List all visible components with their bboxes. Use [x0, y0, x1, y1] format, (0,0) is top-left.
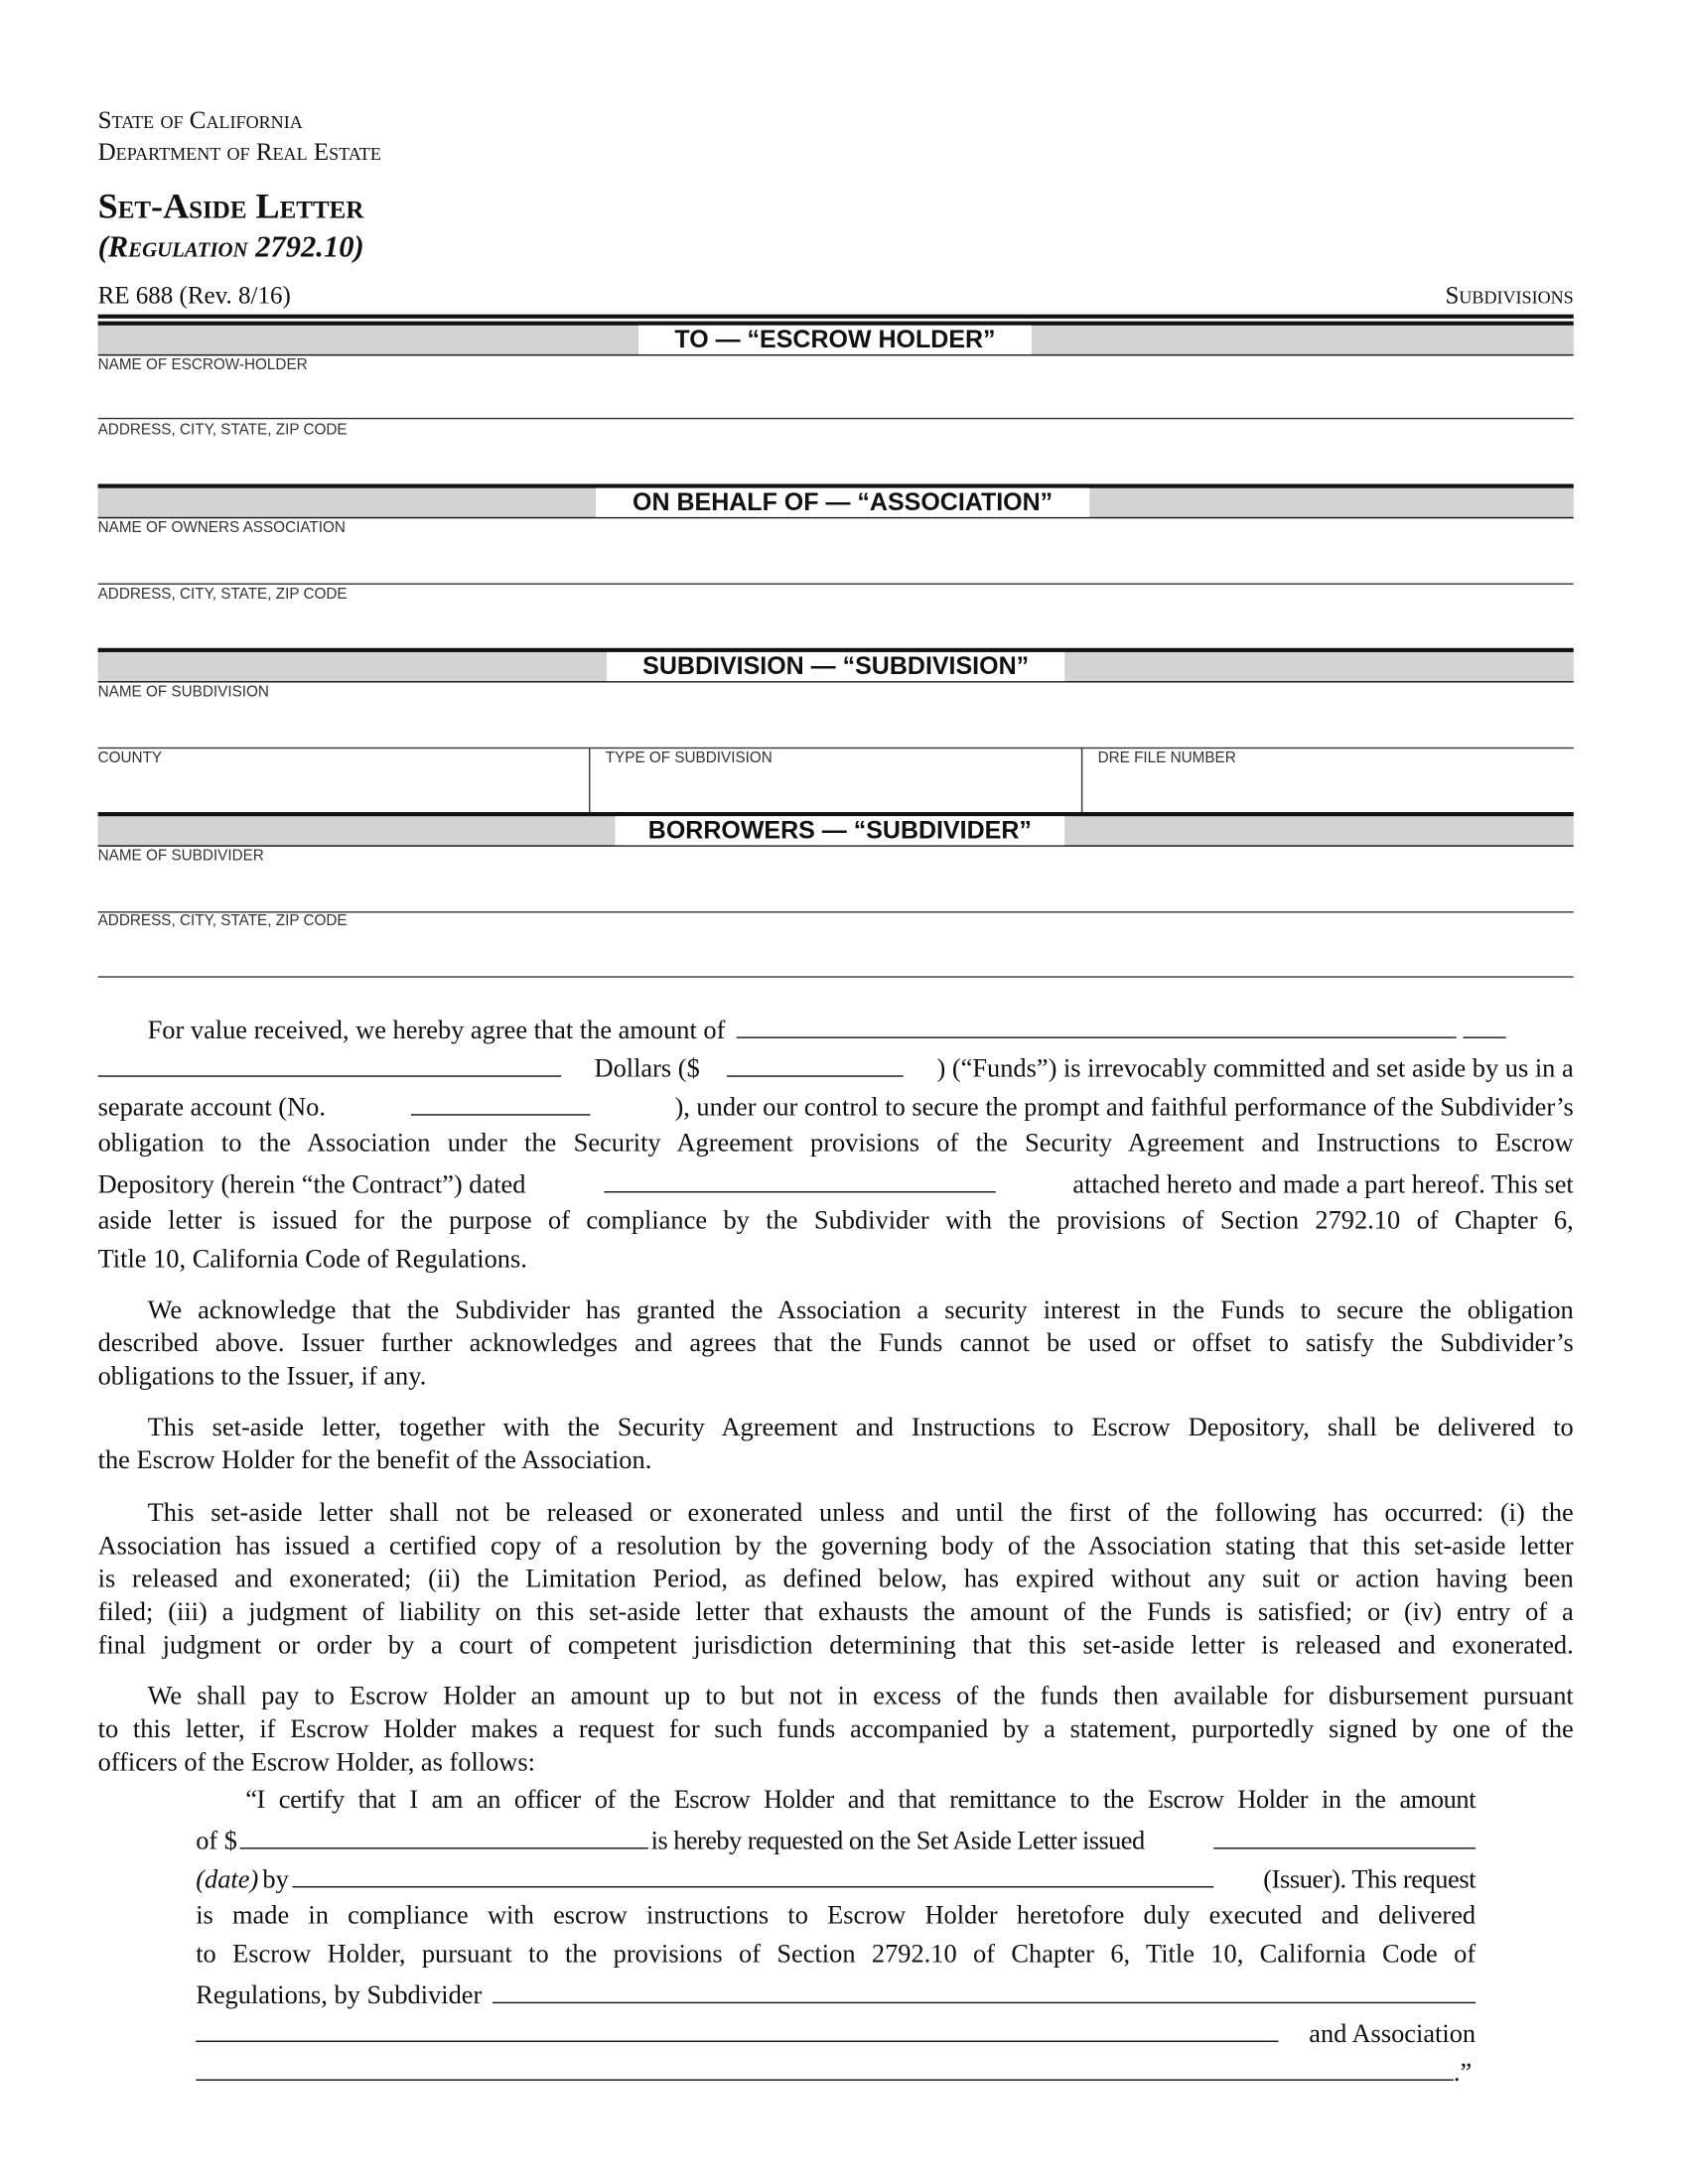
subdivider-signature-field[interactable] — [492, 1975, 1476, 2003]
paragraph-release-conditions — [98, 1497, 1574, 1663]
issuer-field[interactable] — [293, 1858, 1214, 1887]
text: “I certify that I am an officer of the Escrow Holder and that remittance to the Escrow Holder in the amount — [245, 1785, 1477, 1815]
subdivider-address-label: ADDRESS, CITY, STATE, ZIP CODE — [97, 912, 348, 930]
text: Title 10, California Code of Regulations. — [97, 1245, 527, 1275]
divider — [98, 748, 1574, 749]
text: For value received, we hereby agree that the amount of — [147, 1016, 726, 1045]
form-number: RE 688 (Rev. 8/16) — [97, 281, 291, 310]
text: is made in compliance with escrow instructions to Escrow Holder heretofore duly executed and delivered — [196, 1901, 1477, 1931]
divider — [589, 748, 590, 814]
text-line: officers of the Escrow Holder, as follows: — [97, 1748, 535, 1778]
subdivision-name-label: NAME OF SUBDIVISION — [97, 683, 269, 701]
form-title: Set-Aside Letter — [97, 186, 364, 226]
text-line: is released and exonerated; (ii) the Limitation Period, as defined below, has expired without any suit or action having been — [97, 1565, 1574, 1594]
subdivision-name-field[interactable] — [98, 703, 1574, 745]
account-number-field[interactable] — [410, 1086, 590, 1115]
county-label: COUNTY — [97, 750, 163, 767]
regulation-subtitle: (Regulation 2792.10) — [97, 228, 364, 264]
text: ) (“Funds”) is irrevocably committed and set aside by us in a — [936, 1054, 1574, 1084]
text-line: We shall pay to Escrow Holder an amount up to but not in excess of the funds then available for disbursement pursuant — [147, 1682, 1574, 1711]
text: by — [262, 1865, 289, 1895]
subdivider-name-field[interactable] — [98, 868, 1574, 909]
text-line: Association has issued a certified copy of a resolution by the governing body of the Association stating that this set-aside letter — [97, 1532, 1574, 1562]
remittance-amount-field[interactable] — [240, 1820, 648, 1848]
section-bar-escrow-holder — [98, 322, 1574, 356]
association-name-label: NAME OF OWNERS ASSOCIATION — [97, 519, 346, 537]
text: separate account (No. — [97, 1093, 326, 1123]
text-line: filed; (iii) a judgment of liability on this set-aside letter that exhausts the amount of the Funds is satisfied; or (iv) entry of a — [97, 1597, 1574, 1627]
section-title: SUBDIVISION — “SUBDIVISION” — [607, 652, 1064, 681]
form-category: Subdivisions — [1445, 281, 1574, 310]
paragraph-payment — [98, 1681, 1574, 1780]
section-title: BORROWERS — “SUBDIVIDER” — [615, 816, 1064, 845]
paragraph-security-interest — [98, 1295, 1574, 1394]
text: aside letter is issued for the purpose of compliance by the Subdivider with the provisions of Section 2792.10 of Chapter 6, — [97, 1206, 1574, 1236]
text: (date) — [196, 1865, 259, 1895]
state-heading: State of California — [97, 105, 303, 134]
subdivider-address-field[interactable] — [98, 932, 1574, 974]
text: Dollars ($ — [594, 1054, 700, 1084]
text: Regulations, by Subdivider — [196, 1980, 483, 2011]
association-address-field[interactable] — [98, 606, 1574, 644]
text: .” — [1453, 2058, 1473, 2088]
issue-date-field[interactable] — [1213, 1820, 1476, 1848]
subdivision-type-field[interactable] — [595, 769, 1077, 811]
amount-words-field[interactable] — [736, 1010, 1456, 1038]
paragraph-funds-commitment — [98, 1010, 1574, 1280]
text-line: the Escrow Holder for the benefit of the Association. — [97, 1445, 652, 1476]
association-field-line2[interactable] — [196, 2052, 1454, 2081]
divider — [98, 976, 1574, 977]
text-line: obligations to the Issuer, if any. — [97, 1362, 427, 1392]
subdivider-name-label: NAME OF SUBDIVIDER — [97, 848, 264, 865]
escrow-holder-name-label: NAME OF ESCROW-HOLDER — [97, 356, 308, 374]
divider — [98, 418, 1574, 419]
subdivision-type-label: TYPE OF SUBDIVISION — [605, 750, 773, 767]
divider — [98, 584, 1574, 585]
dre-file-number-label: DRE FILE NUMBER — [1097, 750, 1236, 767]
text: obligation to the Association under the Security Agreement provisions of the Security Agreement and Instructions to Escrow — [97, 1129, 1574, 1159]
paragraph-delivery — [98, 1412, 1574, 1478]
text-line: described above. Issuer further acknowledges and agrees that the Funds cannot be used or offset to satisfy the Subdivider’s — [97, 1328, 1574, 1359]
amount-dollars-field[interactable] — [727, 1048, 904, 1077]
section-bar-association — [98, 484, 1574, 519]
text-line: This set-aside letter, together with the Security Agreement and Instructions to Escrow Depository, shall be delivered to — [147, 1413, 1574, 1442]
section-title: ON BEHALF OF — “ASSOCIATION” — [596, 488, 1089, 517]
text: to Escrow Holder, pursuant to the provisions of Section 2792.10 of Chapter 6, Title 10, California Code of — [196, 1940, 1477, 1970]
text: and Association — [1309, 2019, 1477, 2049]
text-line: final judgment or order by a court of competent jurisdiction determining that this set-aside letter is released and exonerated. — [97, 1631, 1574, 1661]
amount-words-field-extra[interactable] — [1463, 1010, 1505, 1038]
dre-file-number-field[interactable] — [1086, 769, 1573, 811]
section-title: TO — “ESCROW HOLDER” — [638, 326, 1032, 354]
escrow-holder-address-label: ADDRESS, CITY, STATE, ZIP CODE — [97, 422, 348, 439]
section-bar-subdivision — [98, 648, 1574, 683]
divider — [98, 315, 1574, 319]
amount-words-field-line2[interactable] — [98, 1048, 562, 1077]
contract-date-field[interactable] — [604, 1163, 995, 1192]
text: of $ — [196, 1827, 237, 1856]
text: (Issuer). This request — [1263, 1865, 1477, 1895]
text: attached hereto and made a part hereof. This set — [1072, 1170, 1574, 1200]
escrow-holder-name-field[interactable] — [98, 375, 1574, 417]
text: ), under our control to secure the prompt and faithful performance of the Subdivider’s — [674, 1093, 1574, 1123]
department-heading: Department of Real Estate — [97, 137, 381, 166]
county-field[interactable] — [98, 769, 584, 811]
divider — [1081, 748, 1082, 814]
escrow-holder-address-field[interactable] — [98, 441, 1574, 479]
association-address-label: ADDRESS, CITY, STATE, ZIP CODE — [97, 586, 348, 603]
association-name-field[interactable] — [98, 539, 1574, 581]
text-line: This set-aside letter shall not be released or exonerated unless and until the first of the following has occurred: (i) the — [147, 1498, 1574, 1528]
text-line: to this letter, if Escrow Holder makes a request for such funds accompanied by a statement, purportedly signed by one of the — [97, 1714, 1574, 1744]
section-bar-subdivider — [98, 812, 1574, 847]
text: Depository (herein “the Contract”) dated — [97, 1170, 526, 1200]
text-line: We acknowledge that the Subdivider has granted the Association a security interest in the Funds to secure the obligation — [147, 1296, 1574, 1325]
certification-quote — [196, 1781, 1476, 2090]
text: is hereby requested on the Set Aside Letter issued — [650, 1827, 1145, 1856]
association-field[interactable] — [196, 2013, 1278, 2042]
